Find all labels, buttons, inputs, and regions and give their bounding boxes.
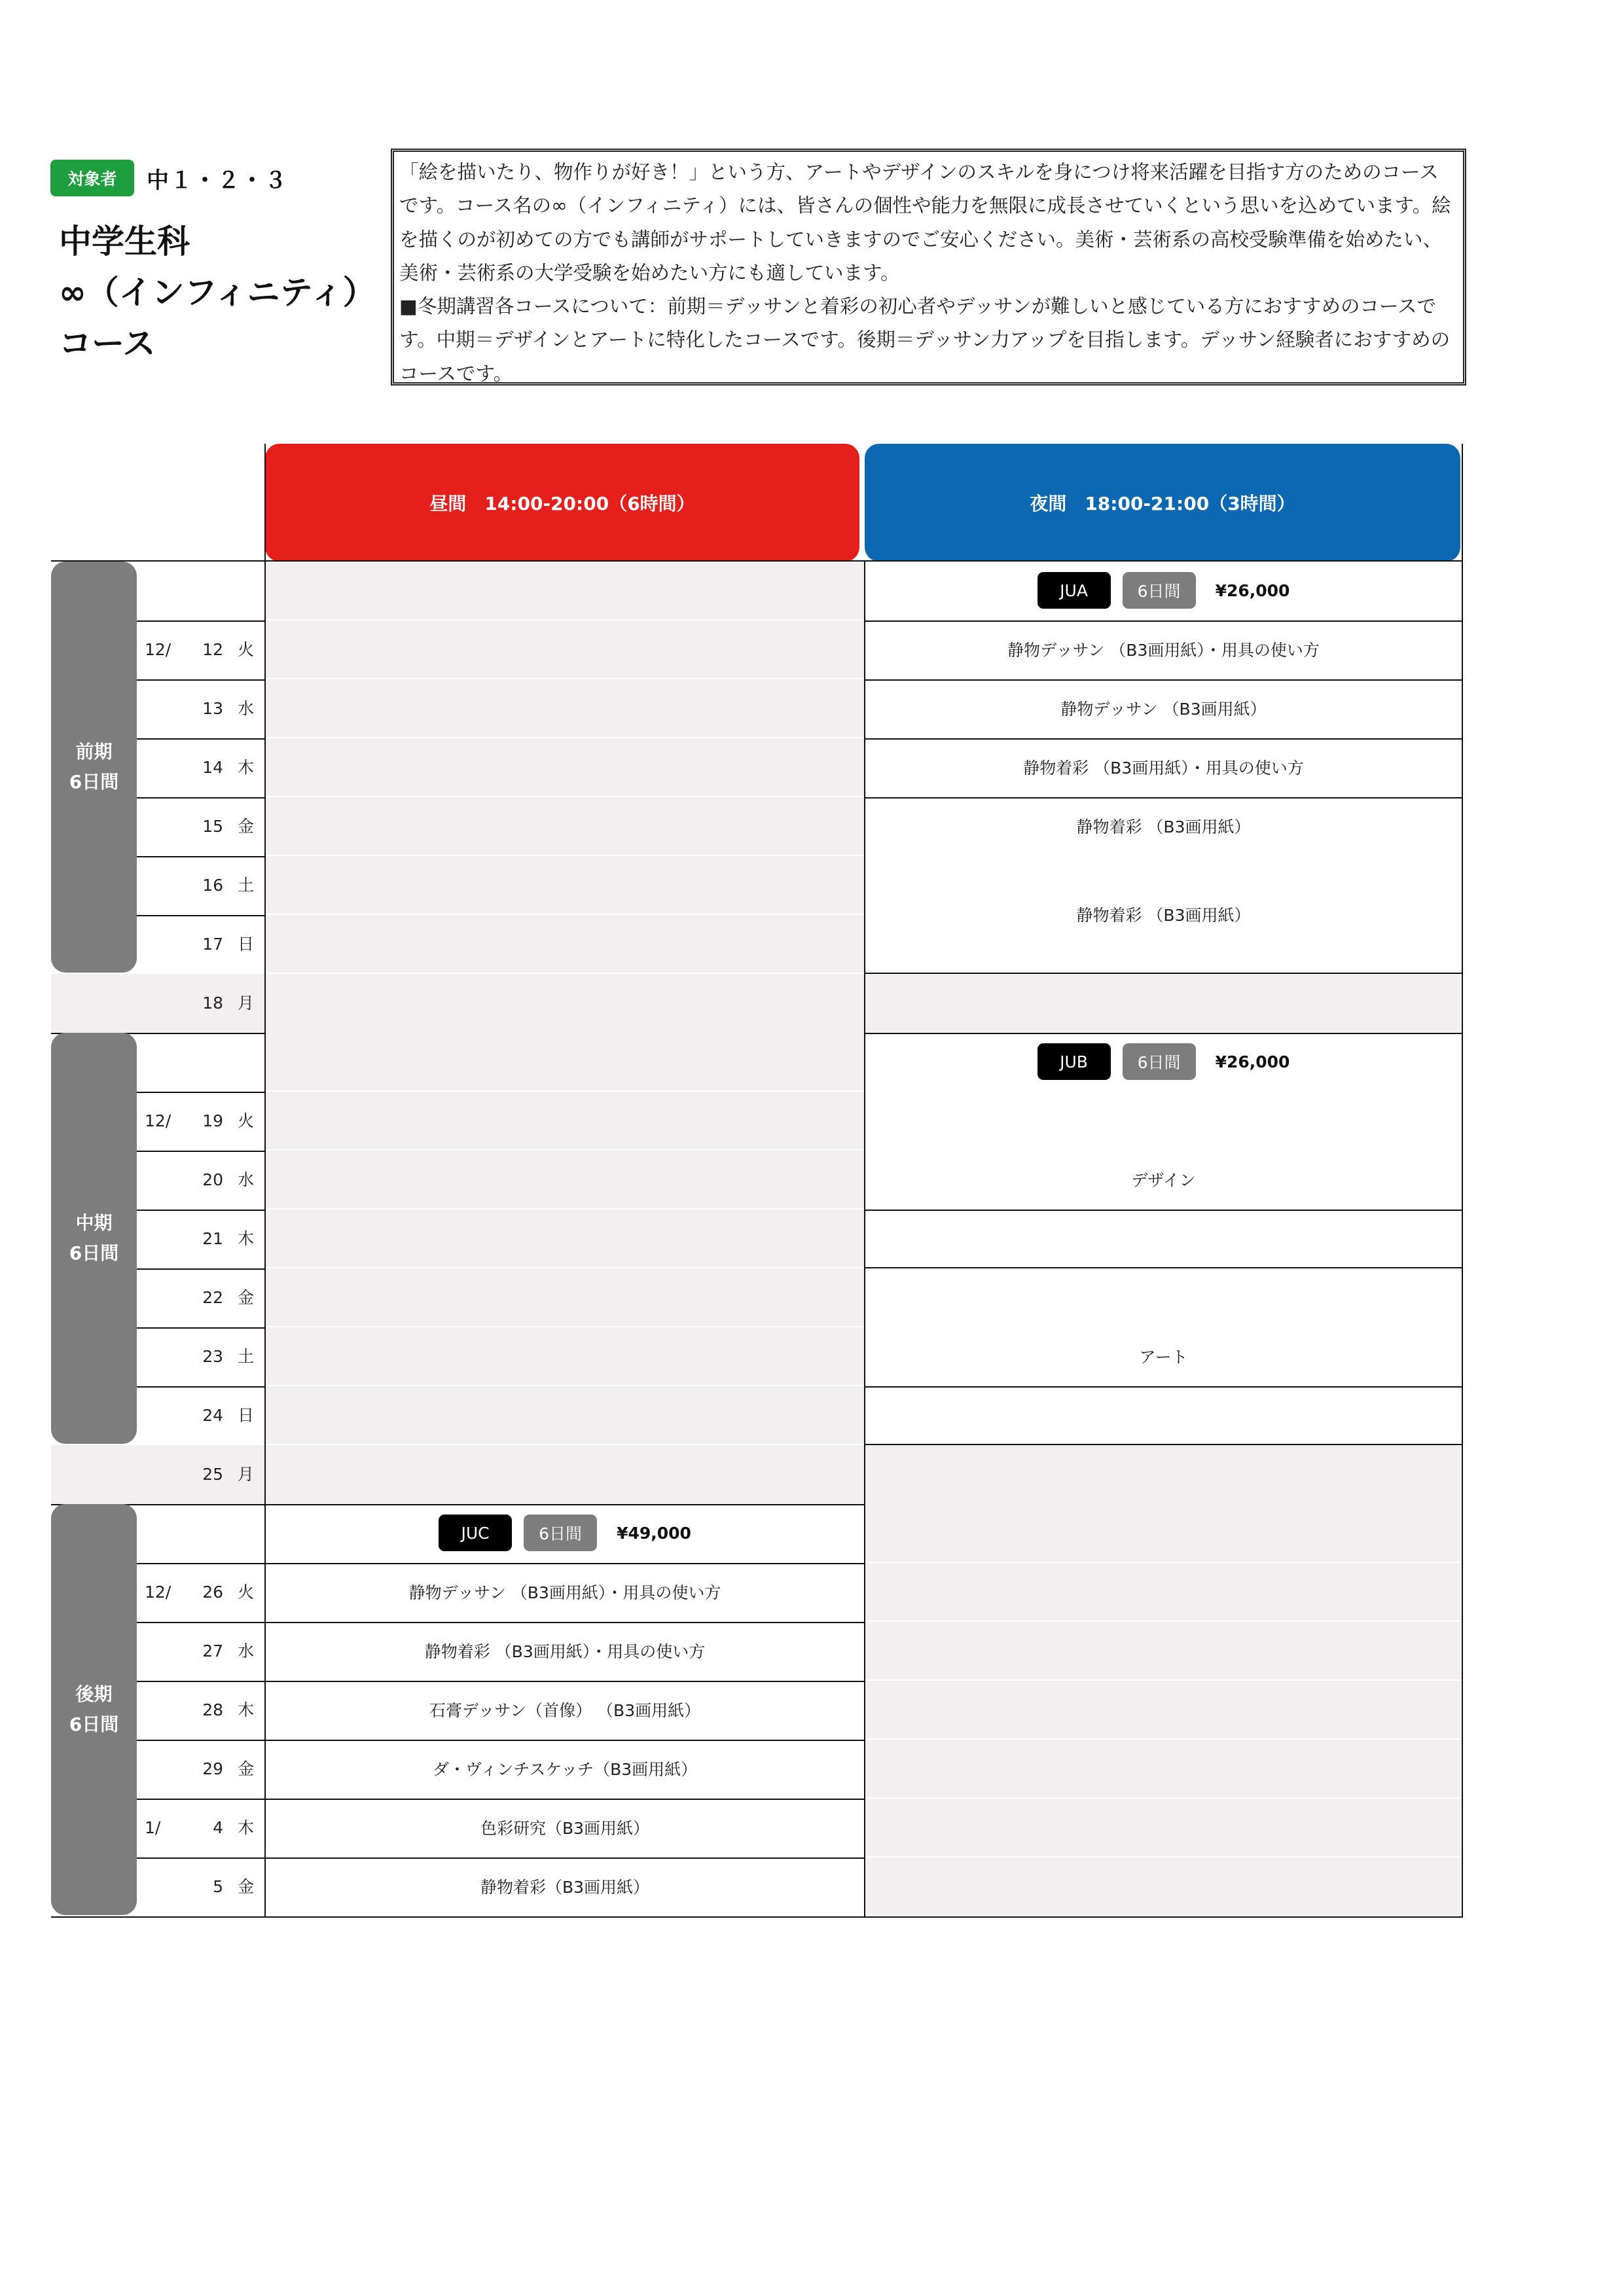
night-cell xyxy=(865,1681,1462,1738)
day-cell xyxy=(266,1622,864,1679)
day-number: 27 xyxy=(202,1641,223,1660)
day-cell xyxy=(266,1445,864,1503)
title-line-2: ∞（インフィニティ） xyxy=(59,274,376,312)
day-cell xyxy=(266,1681,864,1738)
grade-label: 中１・２・３ xyxy=(147,167,288,194)
day-number: 20 xyxy=(202,1170,223,1189)
night-cell xyxy=(865,1504,1462,1562)
day-number: 23 xyxy=(202,1347,223,1366)
period-name: 前期 xyxy=(75,741,113,762)
night-cell xyxy=(865,679,1462,737)
period-length: 6日間 xyxy=(69,1242,119,1264)
day-cell xyxy=(266,738,864,796)
course-price: ¥26,000 xyxy=(1215,1052,1290,1071)
weekday-label: 火 xyxy=(238,1583,255,1602)
date-cell xyxy=(86,1445,264,1504)
lesson-text: 静物着彩 （B3画用紙） xyxy=(1076,817,1251,836)
day-number: 4 xyxy=(213,1818,223,1837)
period-length: 6日間 xyxy=(69,771,119,793)
description-paragraph: 「絵を描いたり、物作りが好き！」という方、アートやデザインのスキルを身につけ将来活躍を目指す方のためのコースです。コース名の∞（インフィニティ）には、皆さんの個性や能力を無限に成長させていくという思いを込めています。絵を描くのが初めての方でも講師がサポートしていきますのでご安心ください。美術・芸術系の高校受験準備を始めたい、美術・芸術系の大学受験を始めたい方にも適しています。 xyxy=(399,161,1451,284)
weekday-label: 月 xyxy=(238,1465,255,1484)
title-line-3: コース xyxy=(59,325,156,363)
day-cell xyxy=(266,1857,864,1915)
day-column-header: 昼間 14:00-20:00（6時間） xyxy=(265,444,859,562)
month-label: 12/ xyxy=(145,1583,171,1602)
night-cell xyxy=(865,620,1462,678)
title-line-1: 中学生科 xyxy=(59,223,190,260)
weekday-label: 木 xyxy=(238,1818,255,1837)
day-number: 13 xyxy=(202,699,223,718)
night-cell xyxy=(865,1563,1462,1621)
day-cell xyxy=(266,1740,864,1797)
course-code-badge: JUB xyxy=(1038,1043,1111,1080)
weekday-label: 木 xyxy=(238,1229,255,1248)
lesson-text: デザイン xyxy=(1131,1171,1196,1190)
weekday-label: 金 xyxy=(238,1288,255,1307)
course-code-badge: JUA xyxy=(1038,572,1111,609)
day-cell xyxy=(266,620,864,678)
night-cell xyxy=(865,797,1462,855)
weekday-label: 土 xyxy=(238,876,255,895)
day-number: 22 xyxy=(202,1288,223,1307)
day-number: 19 xyxy=(202,1111,223,1130)
table-top-border xyxy=(51,560,1463,562)
lesson-text: ダ・ヴィンチスケッチ（B3画用紙） xyxy=(432,1760,698,1779)
day-cell xyxy=(266,562,864,619)
column-divider xyxy=(864,562,865,1916)
lesson-text: 静物デッサン （B3画用紙）・用具の使い方 xyxy=(1007,641,1320,660)
day-number: 15 xyxy=(202,817,223,836)
month-label: 12/ xyxy=(145,640,171,659)
weekday-label: 土 xyxy=(238,1347,255,1366)
weekday-label: 火 xyxy=(238,1111,255,1130)
day-cell xyxy=(266,1327,864,1385)
night-cell xyxy=(865,1445,1462,1503)
period-name: 中期 xyxy=(75,1212,113,1234)
day-cell xyxy=(266,915,864,973)
description-paragraph: ■冬期講習各コースについて：前期＝デッサンと着彩の初心者やデッサンが難しいと感じている方におすすめのコースです。中期＝デザインとアートに特化したコースです。後期＝デッサン力アップを目指します。デッサン経験者におすすめのコースです。 xyxy=(399,295,1451,385)
weekday-label: 木 xyxy=(238,758,255,777)
night-cell xyxy=(865,974,1462,1031)
day-cell xyxy=(266,1151,864,1208)
night-cell xyxy=(865,1210,1462,1267)
lesson-text: アート xyxy=(1139,1348,1188,1367)
night-cell xyxy=(865,562,1462,619)
day-number: 24 xyxy=(202,1406,223,1425)
night-column-header: 夜間 18:00-21:00（3時間） xyxy=(865,444,1460,562)
day-cell xyxy=(266,1504,864,1562)
day-cell xyxy=(266,679,864,737)
weekday-label: 水 xyxy=(238,1641,255,1660)
lesson-text: 石膏デッサン（首像） （B3画用紙） xyxy=(429,1701,701,1720)
day-number: 5 xyxy=(213,1877,223,1896)
night-cell xyxy=(865,1033,1462,1090)
weekday-label: 水 xyxy=(238,1170,255,1189)
weekday-label: 水 xyxy=(238,699,255,718)
lesson-text: 静物着彩（B3画用紙） xyxy=(480,1878,650,1897)
night-cell xyxy=(865,1799,1462,1856)
night-cell xyxy=(865,1151,1462,1208)
night-cell xyxy=(865,1740,1462,1797)
day-number: 16 xyxy=(202,876,223,895)
weekday-label: 日 xyxy=(238,1406,255,1425)
day-number: 28 xyxy=(202,1700,223,1719)
lesson-text: 静物着彩 （B3画用紙）・用具の使い方 xyxy=(424,1642,706,1661)
weekday-label: 月 xyxy=(238,994,255,1013)
night-cell xyxy=(865,1327,1462,1385)
lesson-text: 静物着彩 （B3画用紙） xyxy=(1076,906,1251,925)
course-days-badge: 6日間 xyxy=(1123,572,1196,609)
day-cell xyxy=(266,1033,864,1090)
lesson-text: 静物デッサン （B3画用紙） xyxy=(1060,700,1267,719)
day-cell xyxy=(266,974,864,1031)
weekday-label: 金 xyxy=(238,1759,255,1778)
month-label: 12/ xyxy=(145,1111,171,1130)
day-number: 26 xyxy=(202,1583,223,1602)
target-badge: 対象者 xyxy=(50,160,134,196)
night-cell xyxy=(865,915,1462,973)
course-price: ¥26,000 xyxy=(1215,581,1290,600)
night-cell xyxy=(865,738,1462,796)
month-label: 1/ xyxy=(145,1818,161,1837)
period-block xyxy=(51,562,137,973)
day-cell xyxy=(266,1563,864,1621)
lesson-text: 色彩研究（B3画用紙） xyxy=(480,1819,650,1838)
day-number: 14 xyxy=(202,758,223,777)
course-days-badge: 6日間 xyxy=(1123,1043,1196,1080)
lesson-text: 静物デッサン （B3画用紙）・用具の使い方 xyxy=(408,1583,721,1602)
day-cell xyxy=(266,856,864,914)
course-code-badge: JUC xyxy=(439,1515,512,1551)
day-number: 17 xyxy=(202,935,223,954)
period-block xyxy=(51,1033,137,1444)
day-cell xyxy=(266,1386,864,1444)
day-number: 18 xyxy=(202,994,223,1013)
day-number: 12 xyxy=(202,640,223,659)
day-cell xyxy=(266,1268,864,1326)
period-length: 6日間 xyxy=(69,1713,119,1735)
night-cell xyxy=(865,1622,1462,1679)
period-block xyxy=(51,1504,137,1915)
column-divider xyxy=(264,444,266,1916)
day-number: 21 xyxy=(202,1229,223,1248)
day-number: 29 xyxy=(202,1759,223,1778)
column-divider xyxy=(1462,444,1463,1916)
day-cell xyxy=(266,1210,864,1267)
weekday-label: 木 xyxy=(238,1700,255,1719)
weekday-label: 金 xyxy=(238,817,255,836)
night-cell xyxy=(865,1386,1462,1444)
weekday-label: 火 xyxy=(238,640,255,659)
day-cell xyxy=(266,1799,864,1856)
day-cell xyxy=(266,797,864,855)
course-price: ¥49,000 xyxy=(617,1523,691,1543)
course-days-badge: 6日間 xyxy=(524,1515,597,1551)
night-cell xyxy=(865,1857,1462,1915)
day-number: 25 xyxy=(202,1465,223,1484)
weekday-label: 金 xyxy=(238,1877,255,1896)
period-name: 後期 xyxy=(75,1683,113,1705)
lesson-text: 静物着彩 （B3画用紙）・用具の使い方 xyxy=(1023,759,1304,778)
weekday-label: 日 xyxy=(238,935,255,954)
course-title xyxy=(59,216,376,369)
course-description xyxy=(391,149,1466,386)
date-cell xyxy=(86,974,264,1033)
day-cell xyxy=(266,1092,864,1149)
